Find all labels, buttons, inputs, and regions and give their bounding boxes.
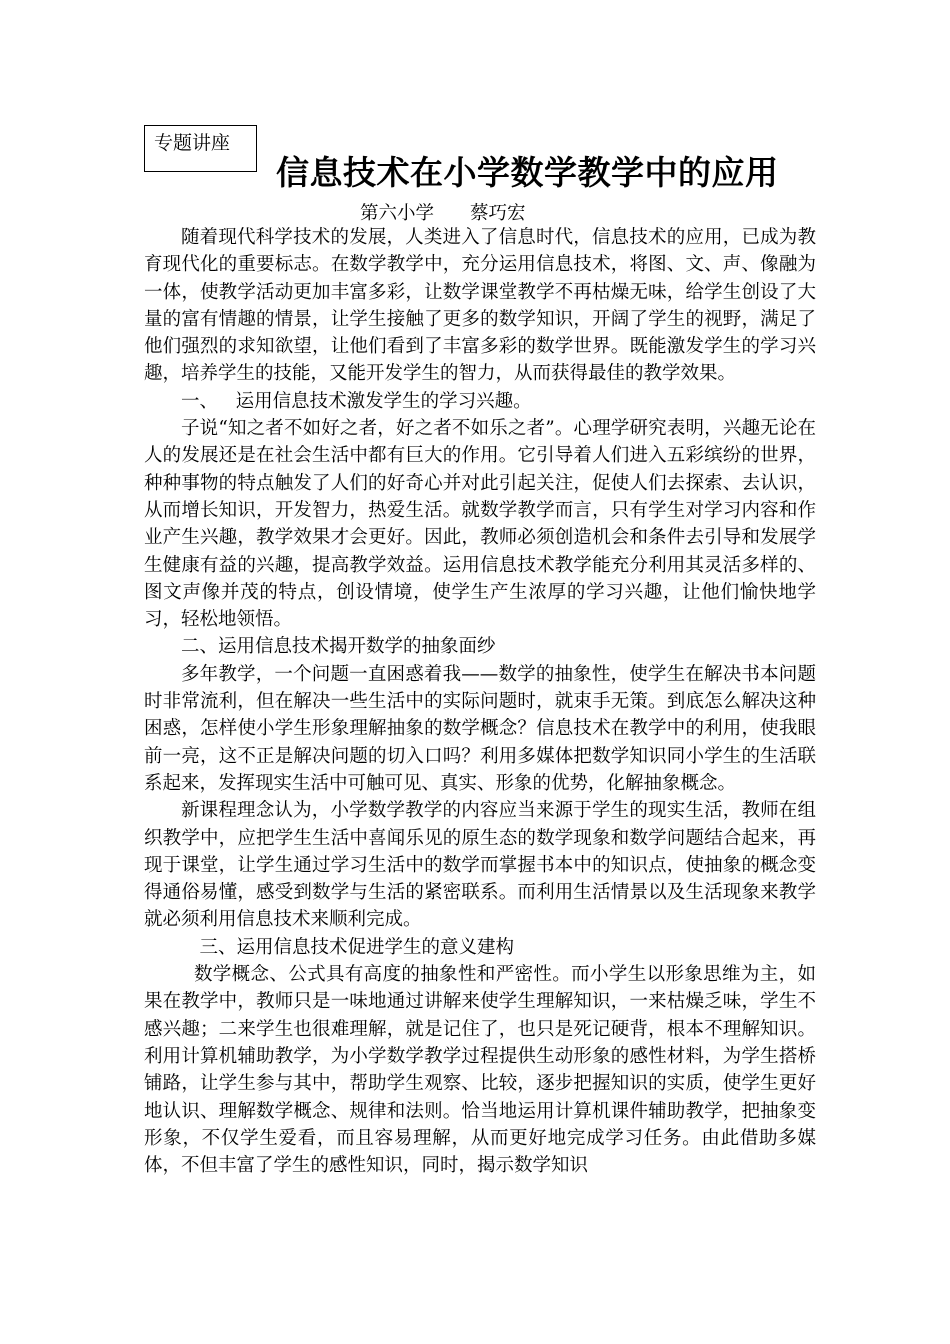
section-1-heading: 一、 运用信息技术激发学生的学习兴趣。 bbox=[181, 390, 532, 412]
section-3-paragraph: 数学概念、公式具有高度的抽象性和严密性。而小学生以形象思维为主，如果在教学中，教师只是一味地通过讲解来使学生理解知识，一来枯燥乏味，学生不感兴趣；二来学生也很难理解，就是记住了，也只是死记硬背，根本不理解知识。利用计算机辅助教学，为小学数学教学过程提供生动形象的感性材料，为学生搭桥铺路，让学生参与其中，帮助学生观察、比较，逐步把握知识的实质，使学生更好地认识、理解数学概念、规律和法则。恰当地运用计算机课件辅助教学，把抽象变形象，不仅学生爱看，而且容易理解，从而更好地完成学习任务。由此借助多媒体，不但丰富了学生的感性知识，同时，揭示数学知识 bbox=[144, 964, 816, 1177]
section-1-paragraph: 子说“知之者不如好之者，好之者不如乐之者”。心理学研究表明，兴趣无论在人的发展还是在社会生活中都有巨大的作用。它引导着人们进入五彩缤纷的世界，种种事物的特点触发了人们的好奇心并对此引起关注，促使人们去探索、去认识，从而增长知识，开发智力，热爱生活。就数学教学而言，只有学生对学习内容和作业产生兴趣，教学效果才会更好。因此，教师必须创造机会和条件去引导和发展学生健康有益的兴趣，提高教学效益。运用信息技术教学能充分利用其灵活多样的、图文声像并茂的特点，创设情境，使学生产生浓厚的学习兴趣，让他们愉快地学习，轻松地领悟。 bbox=[144, 418, 816, 631]
article-body bbox=[144, 224, 816, 1179]
intro-paragraph: 随着现代科学技术的发展，人类进入了信息时代，信息技术的应用，已成为教育现代化的重要标志。在数学教学中，充分运用信息技术，将图、文、声、像融为一体，使教学活动更加丰富多彩，让数学课堂教学不再枯燥无味，给学生创设了大量的富有情趣的情景，让学生接触了更多的数学知识，开阔了学生的视野，满足了他们强烈的求知欲望，让他们看到了丰富多彩的数学世界。既能激发学生的学习兴趣，培养学生的技能，又能开发学生的智力，从而获得最佳的教学效果。 bbox=[144, 227, 816, 385]
article-title: 信息技术在小学数学教学中的应用 bbox=[276, 153, 779, 192]
byline-author: 蔡巧宏 bbox=[470, 203, 526, 224]
section-2-paragraph-2: 新课程理念认为，小学数学教学的内容应当来源于学生的现实生活，教师在组织教学中，应把学生生活中喜闻乐见的原生态的数学现象和数学问题结合起来，再现于课堂，让学生通过学习生活中的数学而掌握书本中的知识点，使抽象的概念变得通俗易懂，感受到数学与生活的紧密联系。而利用生活情景以及生活现象来教学就必须利用信息技术来顺利完成。 bbox=[144, 800, 816, 931]
section-3-heading: 三、运用信息技术促进学生的意义建构 bbox=[199, 936, 515, 958]
byline-school: 第六小学 bbox=[360, 203, 435, 224]
topic-tag-box bbox=[144, 125, 257, 172]
section-2-heading: 二、运用信息技术揭开数学的抽象面纱 bbox=[181, 636, 496, 658]
section-2-paragraph-1: 多年教学，一个问题一直困惑着我——数学的抽象性，使学生在解决书本问题时非常流利，但在解决一些生活中的实际问题时，就束手无策。到底怎么解决这种困惑，怎样使小学生形象理解抽象的数学概念？信息技术在教学中的利用，使我眼前一亮，这不正是解决问题的切入口吗？利用多媒体把数学知识同小学生的生活联系起来，发挥现实生活中可触可见、真实、形象的优势，化解抽象概念。 bbox=[144, 663, 816, 794]
topic-tag-label: 专题讲座 bbox=[154, 132, 231, 154]
